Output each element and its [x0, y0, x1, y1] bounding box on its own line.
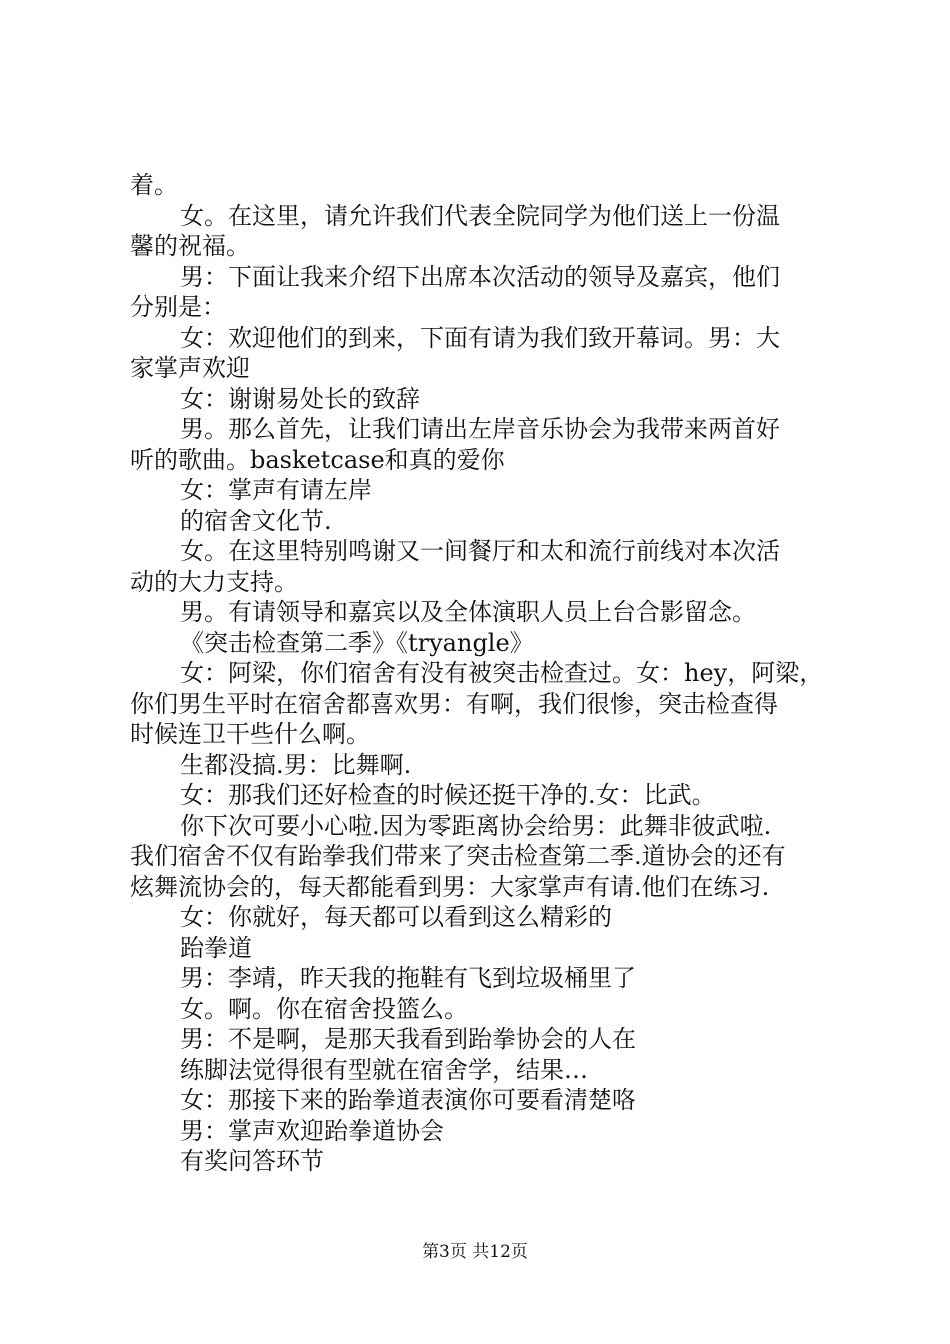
text-line: 着。: [130, 171, 178, 199]
text-line: 女。在这里，请允许我们代表全院同学为他们送上一份温: [180, 201, 780, 230]
text-line: 馨的祝福。: [130, 232, 250, 260]
text-line: 听的歌曲。basketcase和真的爱你: [130, 445, 505, 474]
text-line: 时候连卫干些什么啊。: [130, 720, 370, 748]
text-line: 男：李靖，昨天我的拖鞋有飞到垃圾桶里了: [180, 964, 636, 992]
text-line: 男：掌声欢迎跆拳道协会: [180, 1116, 444, 1145]
text-line: 女：谢谢易处长的致辞: [180, 384, 420, 413]
text-line: 你下次可要小心啦.因为零距离协会给男：此舞非彼武啦.: [180, 811, 772, 840]
text-line: 男：下面让我来介绍下出席本次活动的领导及嘉宾，他们: [180, 262, 780, 291]
text-line: 练脚法觉得很有型就在宿舍学，结果…: [180, 1055, 588, 1084]
text-line: 动的大力支持。: [130, 567, 298, 596]
text-line: 男。那么首先，让我们请出左岸音乐协会为我带来两首好: [180, 415, 780, 443]
text-line: 男。有请领导和嘉宾以及全体演职人员上台合影留念。: [180, 598, 756, 626]
text-line: 有奖问答环节: [180, 1147, 324, 1175]
text-line: 女：那我们还好检查的时候还挺干净的.女：比武。: [180, 781, 716, 809]
text-line: 跆拳道: [180, 933, 252, 962]
text-line: 女：你就好，每天都可以看到这么精彩的: [180, 903, 612, 931]
text-line: 我们宿舍不仅有跆拳我们带来了突击检查第二季.道协会的还有: [130, 842, 786, 870]
text-line: 家掌声欢迎: [130, 354, 250, 382]
text-line: 分别是：: [130, 293, 226, 321]
text-line: 《突击检查第二季》《tryangle》: [180, 628, 534, 657]
text-line: 女：欢迎他们的到来，下面有请为我们致开幕词。男：大: [180, 323, 780, 352]
text-line: 你们男生平时在宿舍都喜欢男：有啊，我们很惨，突击检查得: [130, 689, 778, 718]
text-line: 男：不是啊，是那天我看到跆拳协会的人在: [180, 1025, 636, 1053]
text-line: 生都没搞.男：比舞啊.: [180, 750, 412, 779]
text-line: 的宿舍文化节.: [180, 506, 332, 535]
text-line: 女。啊。你在宿舍投篮么。: [180, 994, 468, 1023]
page-footer: 第3页 共12页: [422, 1242, 528, 1262]
text-line: 炫舞流协会的，每天都能看到男：大家掌声有请.他们在练习.: [130, 872, 770, 901]
text-line: 女：那接下来的跆拳道表演你可要看清楚咯: [180, 1086, 636, 1114]
document-body: [130, 170, 830, 1177]
text-line: 女：阿梁，你们宿舍有没有被突击检查过。女：hey，阿梁，: [180, 659, 824, 687]
text-line: 女。在这里特别鸣谢又一间餐厅和太和流行前线对本次活: [180, 537, 780, 565]
text-line: 女：掌声有请左岸: [180, 476, 372, 504]
